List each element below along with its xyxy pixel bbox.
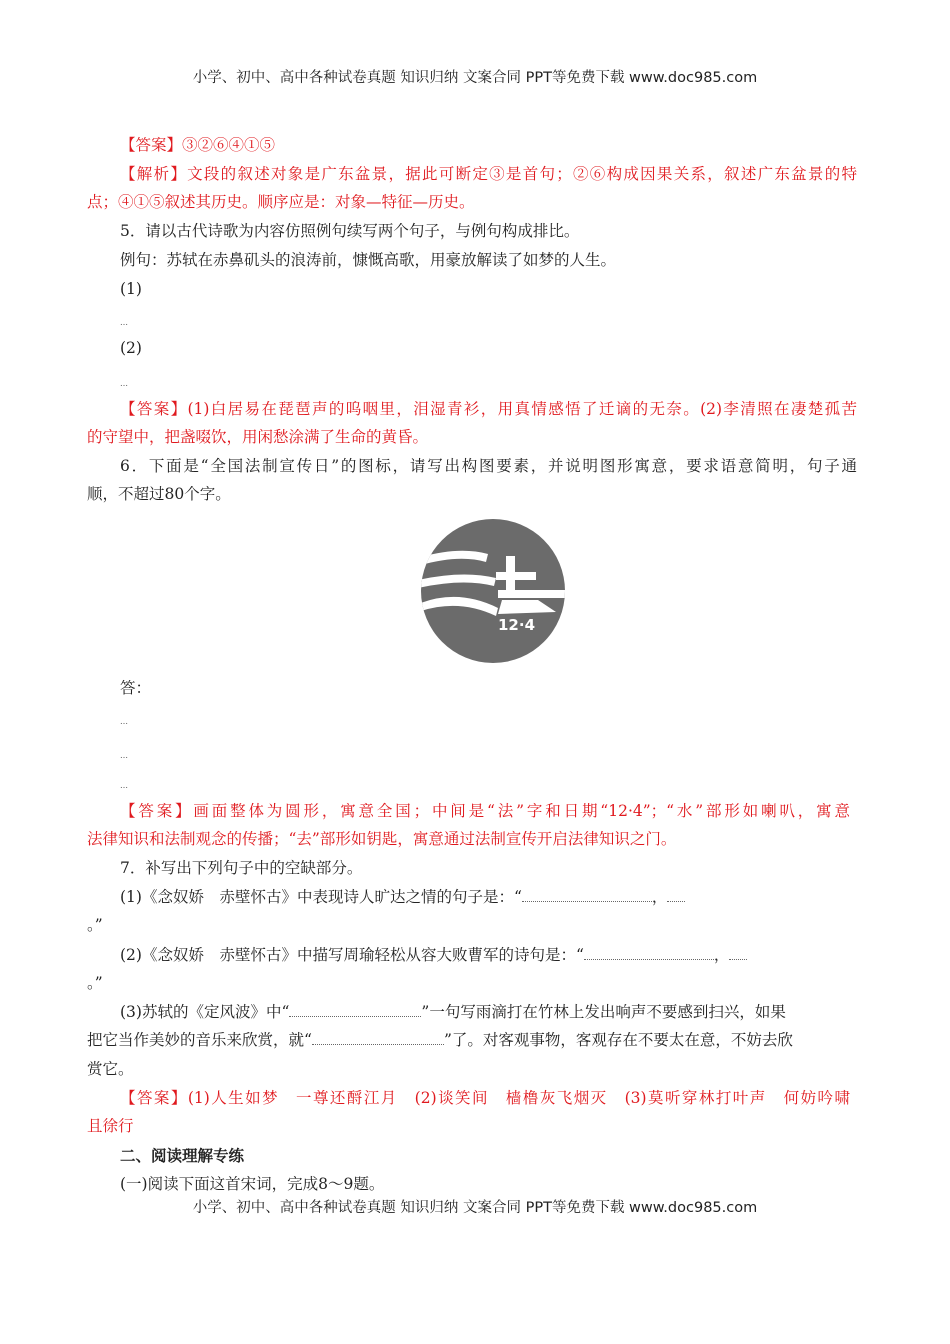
q6-question-line2: 顺，不超过80个字。: [87, 485, 231, 503]
q7-item3-text-d: ”了。对客观事物，客观存在不要太在意，不妨去欣: [443, 1031, 793, 1049]
q7-item2-text: (2)《念奴娇 赤壁怀古》中描写周瑜轻松从容大败曹军的诗句是：“: [120, 946, 584, 964]
q7-answer-line2: 且徐行: [87, 1117, 134, 1135]
comma: ，: [713, 946, 730, 964]
q7-item3-text-b: ”一句写雨滴打在竹林上发出响声不要感到扫兴，如果: [421, 1003, 786, 1021]
logo-date: 12·4: [498, 616, 536, 634]
q7-item3-line2: [87, 1029, 793, 1051]
q6-blank2[interactable]: …: [120, 751, 127, 760]
q5-question: 5．请以古代诗歌为内容仿照例句续写两个句子，与例句构成排比。: [120, 222, 580, 240]
q5-blank2[interactable]: …: [120, 379, 127, 388]
page-footer: 小学、初中、高中各种试卷真题 知识归纳 文案合同 PPT等免费下载 www.doc985.com: [192, 1200, 758, 1216]
q7-item3-text-c: 把它当作美妙的音乐来欣赏，就“: [87, 1031, 312, 1049]
q4-answer: 【答案】③②⑥④①⑤: [120, 136, 276, 154]
q6-answer-line1: 【答案】画面整体为圆形，寓意全国；中间是“法”字和日期“12·4”；“水”部形如喇叭，寓意: [120, 802, 850, 820]
q7-item2: [120, 944, 747, 966]
q7-item1-blank-a[interactable]: [522, 887, 652, 902]
q4-analysis-line2: 点；④①⑤叙述其历史。顺序应是：对象—特征—历史。: [87, 193, 475, 211]
q6-answer-line2: 法律知识和法制观念的传播；“去”部形如钥匙，寓意通过法制宣传开启法律知识之门。: [87, 830, 677, 848]
q7-answer-line1: 【答案】(1)人生如梦 一尊还酹江月 (2)谈笑间 樯橹灰飞烟灭 (3)莫听穿林打叶声 何妨吟啸: [120, 1089, 850, 1107]
comma: ，: [651, 888, 668, 906]
page-header: 小学、初中、高中各种试卷真题 知识归纳 文案合同 PPT等免费下载 www.doc985.com: [192, 70, 758, 86]
q7-item3-line1: [120, 1001, 786, 1023]
q5-answer-line2: 的守望中，把盏啜饮，用闲愁涂满了生命的黄昏。: [87, 428, 429, 446]
q7-item2-blank-a[interactable]: [584, 945, 714, 960]
q6-question-line1: 6．下面是“全国法制宣传日”的图标，请写出构图要素，并说明图形寓意，要求语意简明，句子通: [120, 457, 857, 475]
section2-sub: (一)阅读下面这首宋词，完成8～9题。: [120, 1175, 385, 1193]
q7-item1-close: 。”: [87, 916, 103, 934]
q6-blank1[interactable]: …: [120, 717, 127, 726]
q5-answer-line1: 【答案】(1)白居易在琵琶声的呜咽里，泪湿青衫，用真情感悟了迁谪的无奈。(2)李清照在凄楚孤苦: [120, 400, 857, 418]
q6-blank3[interactable]: …: [120, 781, 127, 790]
section2-title: 二、阅读理解专练: [120, 1146, 245, 1165]
q7-item1-text: (1)《念奴娇 赤壁怀古》中表现诗人旷达之情的句子是：“: [120, 888, 522, 906]
q7-item2-close: 。”: [87, 974, 103, 992]
q7-item3-line3: 赏它。: [87, 1060, 134, 1078]
q5-example: 例句：苏轼在赤鼻矶头的浪涛前，慷慨高歌，用豪放解读了如梦的人生。: [120, 251, 617, 269]
q5-item1: (1): [120, 280, 142, 298]
q5-blank1[interactable]: …: [120, 318, 127, 327]
q4-analysis-line1: 【解析】文段的叙述对象是广东盆景，据此可断定③是首句；②⑥构成因果关系，叙述广东盆景的特: [120, 165, 857, 183]
q7-item1: [120, 886, 685, 908]
q7-item2-blank-b[interactable]: [729, 945, 747, 960]
q5-item2: (2): [120, 339, 142, 357]
q7-item1-blank-b[interactable]: [667, 887, 685, 902]
q7-item3-blank-a[interactable]: [289, 1002, 421, 1017]
q7-item3-blank-b[interactable]: [312, 1030, 444, 1045]
q7-item3-text-a: (3)苏轼的《定风波》中“: [120, 1003, 290, 1021]
q7-question: 7．补写出下列句子中的空缺部分。: [120, 859, 363, 877]
q6-answer-label: 答：: [120, 679, 152, 697]
legal-day-logo: [418, 516, 568, 666]
